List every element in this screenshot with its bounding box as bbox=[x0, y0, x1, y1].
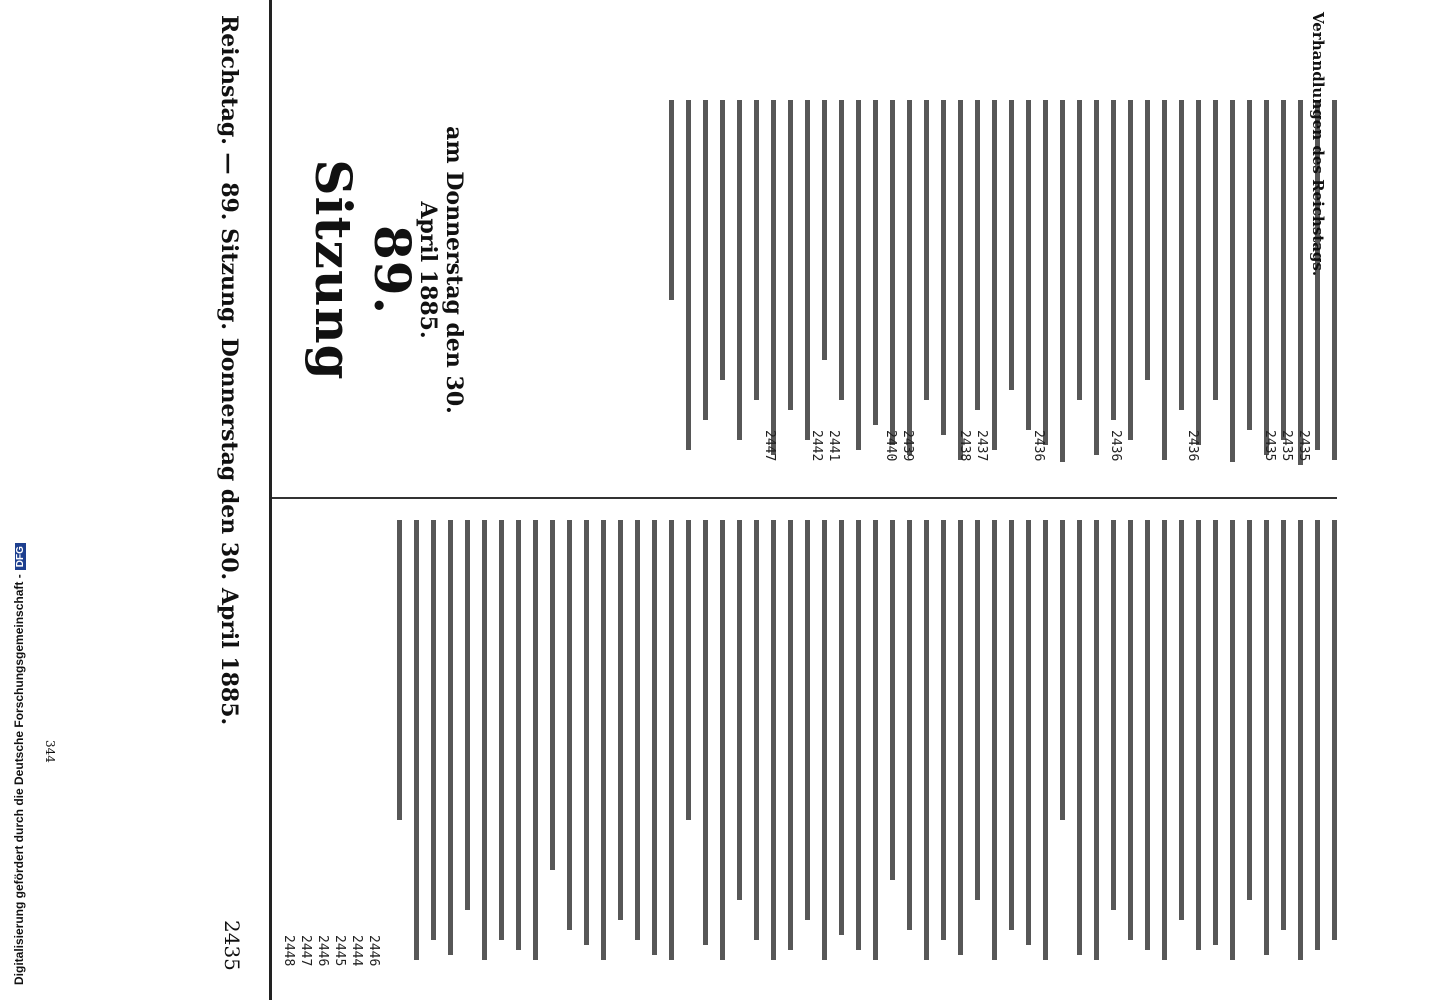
right-page-number: 2444 bbox=[349, 935, 364, 967]
toc-page-number: 2440 bbox=[883, 430, 898, 462]
session-date: am Donnerstag den 30. April 1885. bbox=[415, 126, 467, 414]
column-divider bbox=[272, 497, 1337, 499]
toc-page-number: 2436 bbox=[1185, 430, 1200, 462]
toc-page-number: 2441 bbox=[826, 430, 841, 462]
toc-page-numbers bbox=[761, 430, 1312, 461]
toc-page-number: 2435 bbox=[1296, 430, 1311, 462]
footer-page-code: 344 bbox=[43, 740, 57, 763]
toc-column bbox=[657, 100, 1337, 470]
footer-left: Verhandlungen des Reichstags. bbox=[1309, 12, 1327, 277]
right-page-number: 2446 bbox=[315, 935, 330, 967]
dfg-logo: DFG bbox=[15, 543, 26, 570]
right-page-numbers bbox=[280, 935, 382, 966]
right-page-number: 2447 bbox=[298, 935, 313, 967]
toc-page-number: 2437 bbox=[974, 430, 989, 462]
toc-page-number: 2436 bbox=[1108, 430, 1123, 462]
toc-page-number: 2435 bbox=[1279, 430, 1294, 462]
toc-page-number: 2442 bbox=[809, 430, 824, 462]
right-page-number: 2445 bbox=[332, 935, 347, 967]
side-caption bbox=[12, 543, 26, 985]
toc-page-number: 2436 bbox=[1031, 430, 1046, 462]
toc-page-number: 2447 bbox=[762, 430, 777, 462]
toc-page-number: 2439 bbox=[900, 430, 915, 462]
right-page-number: 2448 bbox=[281, 935, 296, 967]
right-page-number: 2446 bbox=[366, 935, 381, 967]
toc-page-number: 2435 bbox=[1262, 430, 1277, 462]
header-rule bbox=[269, 0, 272, 1000]
proceedings-column bbox=[385, 520, 1337, 960]
page-number: 2435 bbox=[220, 920, 244, 971]
running-head: Reichstag. — 89. Sitzung. Donnerstag den 30. April 1885. bbox=[216, 15, 242, 726]
toc-page-number: 2438 bbox=[957, 430, 972, 462]
side-caption-text: Digitalisierung gefördert durch die Deutsche Forschungsgemeinschaft - bbox=[12, 574, 26, 985]
session-title: 89. Sitzung bbox=[304, 159, 422, 381]
